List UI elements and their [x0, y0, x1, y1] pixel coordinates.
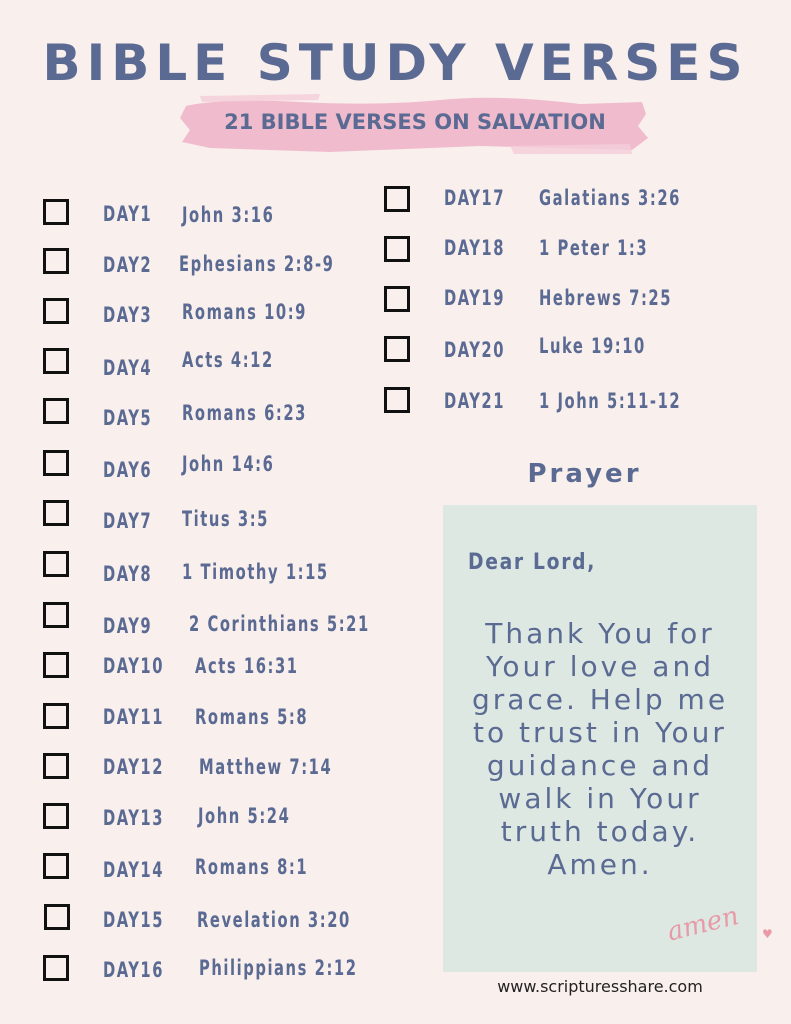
- checklist-item-day15[interactable]: [44, 904, 374, 936]
- checkbox[interactable]: [43, 955, 69, 981]
- checklist-item-day20[interactable]: [384, 336, 724, 368]
- checkbox[interactable]: [43, 703, 69, 729]
- prayer-body: Thank You for Your love and grace. Help me to trust in Your guidance and walk in Your truth today. Amen.: [471, 617, 729, 881]
- checkbox[interactable]: [43, 753, 69, 779]
- verse-reference: Revelation 3:20: [197, 908, 351, 932]
- checkbox[interactable]: [43, 853, 69, 879]
- day-label: DAY2: [103, 253, 153, 277]
- verse-reference: John 5:24: [198, 804, 291, 828]
- verse-reference: Titus 3:5: [182, 507, 269, 531]
- prayer-greeting: Dear Lord,: [468, 550, 597, 575]
- day-label: DAY3: [103, 303, 153, 327]
- checkbox[interactable]: [43, 500, 69, 526]
- day-label: DAY8: [103, 562, 153, 586]
- verse-reference: Acts 16:31: [195, 654, 299, 678]
- day-label: DAY18: [444, 236, 506, 260]
- checklist-item-day18[interactable]: [384, 236, 724, 268]
- checklist-item-day16[interactable]: [43, 955, 373, 987]
- checklist-item-day6[interactable]: [43, 450, 373, 482]
- day-label: DAY14: [103, 858, 165, 882]
- day-label: DAY21: [444, 389, 506, 413]
- checkbox[interactable]: [44, 904, 70, 930]
- checkbox[interactable]: [384, 387, 410, 413]
- checklist-item-day11[interactable]: [43, 703, 373, 735]
- checkbox[interactable]: [43, 298, 69, 324]
- verse-reference: Galatians 3:26: [539, 186, 681, 210]
- day-label: DAY19: [444, 286, 506, 310]
- checklist-item-day21[interactable]: [384, 387, 724, 419]
- checkbox[interactable]: [384, 336, 410, 362]
- checklist-item-day3[interactable]: [43, 298, 373, 330]
- verse-reference: Hebrews 7:25: [539, 286, 673, 310]
- day-label: DAY9: [103, 614, 153, 638]
- checklist-item-day4[interactable]: [43, 348, 373, 380]
- verse-reference: 1 John 5:11-12: [539, 389, 682, 413]
- checklist-item-day2[interactable]: [43, 248, 383, 280]
- verse-reference: Ephesians 2:8-9: [179, 252, 335, 276]
- day-label: DAY4: [103, 356, 153, 380]
- checkbox[interactable]: [43, 398, 69, 424]
- checklist-item-day14[interactable]: [43, 853, 373, 885]
- day-label: DAY10: [103, 654, 165, 678]
- day-label: DAY11: [103, 705, 165, 729]
- verse-reference: 1 Timothy 1:15: [182, 560, 329, 584]
- day-label: DAY1: [103, 202, 153, 226]
- verse-reference: Luke 19:10: [539, 334, 646, 358]
- checkbox[interactable]: [43, 551, 69, 577]
- day-label: DAY6: [103, 458, 153, 482]
- checkbox[interactable]: [384, 186, 410, 212]
- day-label: DAY12: [103, 755, 165, 779]
- day-label: DAY7: [103, 509, 153, 533]
- verse-reference: Romans 8:1: [195, 855, 309, 879]
- verse-reference: Romans 5:8: [195, 705, 309, 729]
- verse-reference: 2 Corinthians 5:21: [189, 612, 370, 636]
- checkbox[interactable]: [43, 652, 69, 678]
- checkbox[interactable]: [43, 803, 69, 829]
- page-title: BIBLE STUDY VERSES: [42, 34, 749, 92]
- checkbox[interactable]: [43, 248, 69, 274]
- website-footer[interactable]: www.scripturesshare.com: [497, 977, 703, 996]
- day-label: DAY15: [103, 908, 165, 932]
- checkbox[interactable]: [43, 199, 69, 225]
- checkbox[interactable]: [384, 286, 410, 312]
- checklist-item-day10[interactable]: [43, 652, 373, 684]
- verse-reference: Philippians 2:12: [199, 956, 358, 980]
- checkbox[interactable]: [43, 348, 69, 374]
- verse-reference: Romans 6:23: [182, 401, 307, 425]
- checkbox[interactable]: [43, 450, 69, 476]
- day-label: DAY17: [444, 186, 506, 210]
- checklist-item-day9[interactable]: [43, 602, 415, 638]
- verse-reference: Matthew 7:14: [199, 755, 333, 779]
- verse-reference: John 14:6: [182, 452, 275, 476]
- verse-reference: 1 Peter 1:3: [539, 236, 649, 260]
- checklist-item-day8[interactable]: [43, 551, 373, 586]
- checkbox[interactable]: [384, 236, 410, 262]
- verse-reference: Romans 10:9: [182, 300, 307, 324]
- day-label: DAY16: [103, 958, 165, 982]
- checklist-item-day17[interactable]: [384, 186, 724, 218]
- verse-reference: John 3:16: [182, 203, 275, 227]
- checklist-item-day7[interactable]: [43, 500, 373, 532]
- day-label: DAY5: [103, 406, 153, 430]
- verse-reference: Acts 4:12: [182, 348, 274, 372]
- checklist-item-day19[interactable]: [384, 286, 724, 318]
- checkbox[interactable]: [43, 602, 69, 628]
- page-subtitle: 21 BIBLE VERSES ON SALVATION: [224, 110, 606, 134]
- prayer-heading: Prayer: [527, 459, 642, 489]
- heart-icon: ♥: [762, 927, 773, 941]
- checklist-item-day12[interactable]: [43, 753, 373, 785]
- day-label: DAY13: [103, 806, 165, 830]
- checklist-item-day13[interactable]: [43, 803, 373, 835]
- amen-signature: amen: [664, 900, 742, 948]
- checklist-item-day1[interactable]: [43, 199, 373, 231]
- day-label: DAY20: [444, 338, 506, 362]
- checklist-item-day5[interactable]: [43, 398, 373, 430]
